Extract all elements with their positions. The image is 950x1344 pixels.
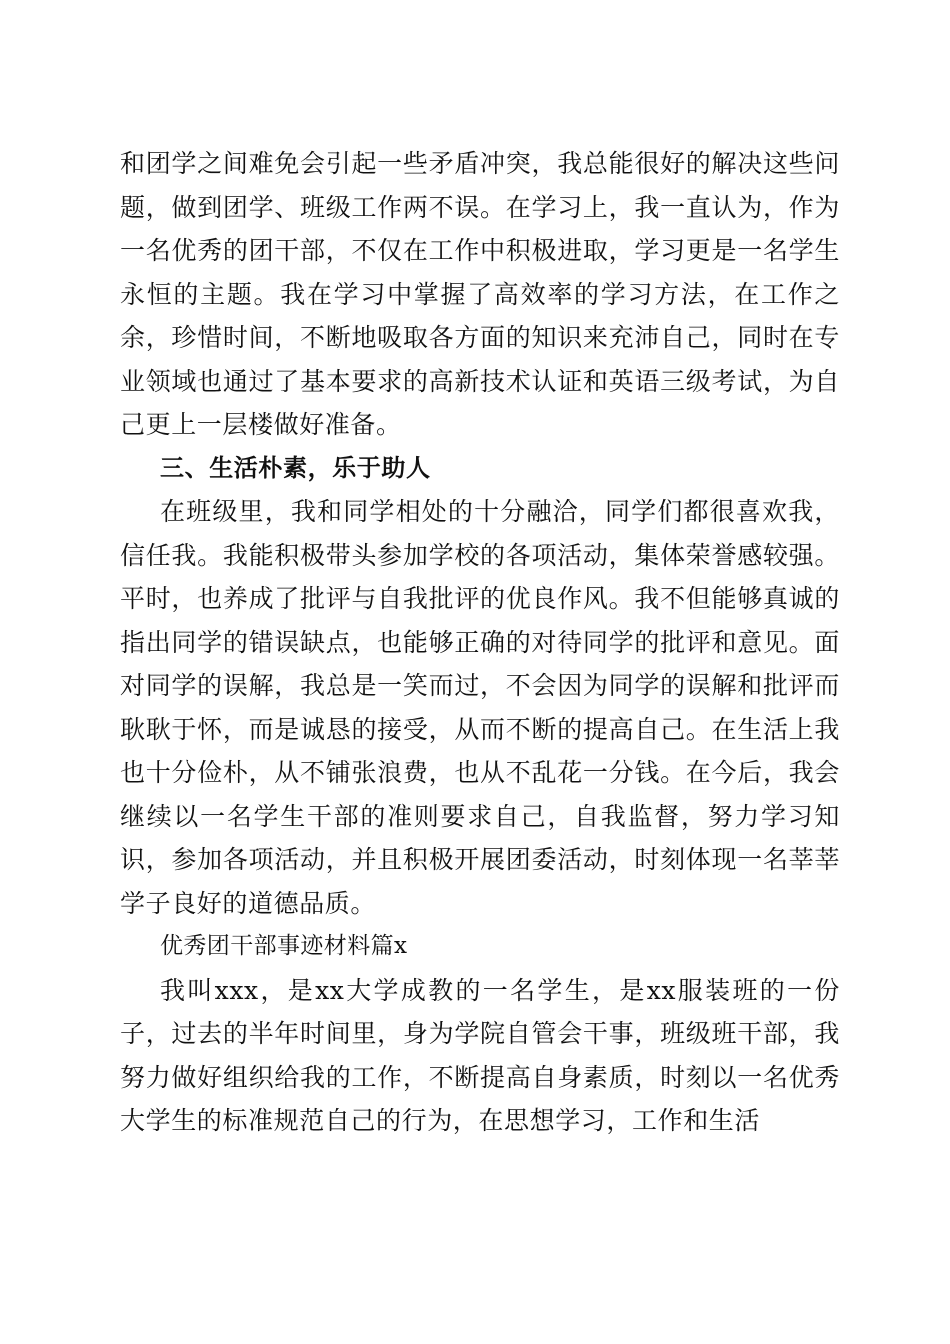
section-heading-life: 三、生活朴素，乐于助人 [160,453,431,482]
paragraph-life: 在班级里，我和同学相处的十分融洽，同学们都很喜欢我，信任我。我能积极带头参加学校的各项活动，集体荣誉感较强。平时，也养成了批评与自我批评的优良作风。我不但能够真诚的指出同学的错误缺点，也能够正确的对待同学的批评和意见。面对同学的误解，我总是一笑而过，不会因为同学的误解和批评而耿耿于怀，而是诚恳的接受，从而不断的提高自己。在生活上我也十分俭朴，从不铺张浪费，也从不乱花一分钱。在今后，我会继续以一名学生干部的准则要求自己，自我监督，努力学习知识，参加各项活动，并且积极开展团委活动，时刻体现一名莘莘学子良好的道德品质。 [120,497,840,918]
paragraph-study: 和团学之间难免会引起一些矛盾冲突，我总能很好的解决这些问题，做到团学、班级工作两不误。在学习上，我一直认为，作为一名优秀的团干部，不仅在工作中积极进取，学习更是一名学生永恒的主题。我在学习中掌握了高效率的学习方法，在工作之余，珍惜时间，不断地吸取各方面的知识来充沛自己，同时在专业领域也通过了基本要求的高新技术认证和英语三级考试，为自己更上一层楼做好准备。 [120,149,840,439]
paragraph-intro: 我叫xxx，是xx大学成教的一名学生，是xx服装班的一份子，过去的半年时间里，身为学院自管会干事，班级班干部，我努力做好组织给我的工作，不断提高自身素质，时刻以一名优秀大学生的标准规范自己的行为，在思想学习，工作和生活 [120,975,840,1135]
article-title: 优秀团干部事迹材料篇x [160,933,408,959]
document-body [120,142,840,1143]
